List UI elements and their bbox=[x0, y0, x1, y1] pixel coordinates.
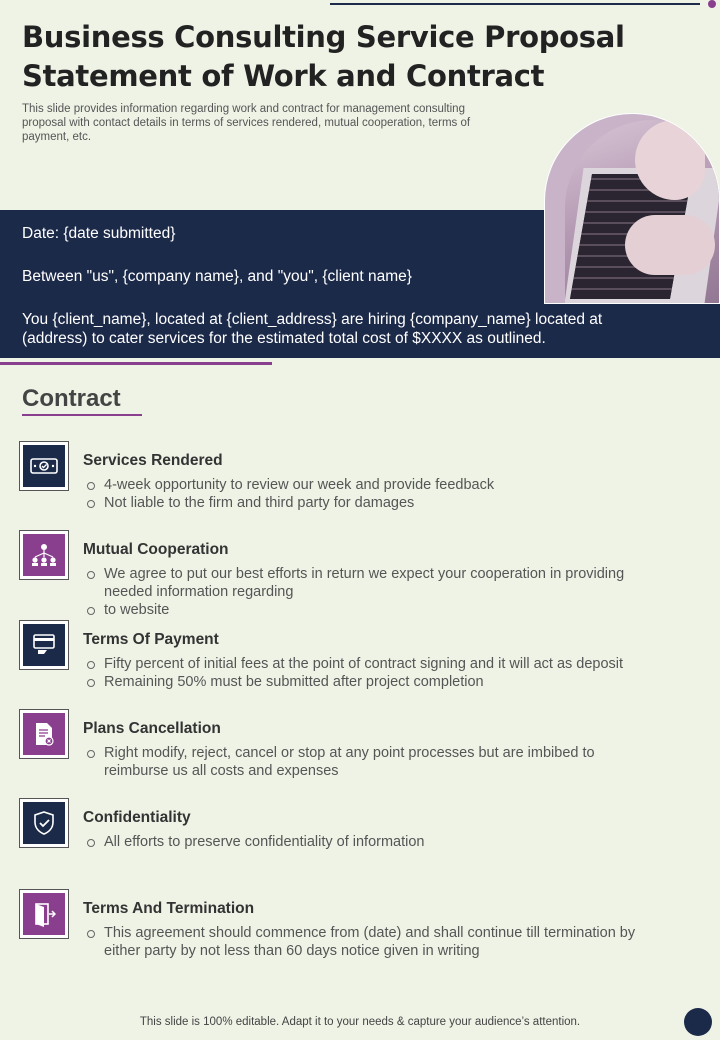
exit-door-icon bbox=[23, 893, 65, 935]
item-bullets bbox=[87, 924, 657, 960]
item-bullets bbox=[87, 833, 657, 851]
bullet: All efforts to preserve confidentiality of information bbox=[87, 833, 657, 851]
footer-note: This slide is 100% editable. Adapt it to your needs & capture your audience’s attention. bbox=[139, 1016, 581, 1028]
title-line-1: Business Consulting Service Proposal bbox=[22, 20, 625, 54]
item-title: Services Rendered bbox=[83, 452, 223, 469]
page-subtitle: This slide provides information regarding work and contract for management consulting proposal with contact details in terms of services rendered, mutual cooperation, terms of payment, etc. bbox=[22, 103, 471, 143]
bullet: Remaining 50% must be submitted after project completion bbox=[87, 673, 657, 691]
contract-underline bbox=[22, 414, 142, 416]
item-bullets bbox=[87, 744, 657, 780]
between-line: Between "us", {company name}, and "you", {client name} bbox=[22, 268, 412, 285]
footer-decor-dot bbox=[684, 1008, 712, 1036]
item-title: Mutual Cooperation bbox=[83, 541, 229, 558]
document-cancel-icon bbox=[23, 713, 65, 755]
hiring-line-1: You {client_name}, located at {client_address} are hiring {company_name} located at bbox=[22, 311, 603, 328]
item-title: Confidentiality bbox=[83, 809, 191, 826]
bullet: This agreement should commence from (date) and shall continue till termination by either party by not less than 60 days notice given in writing bbox=[87, 924, 657, 960]
item-title: Plans Cancellation bbox=[83, 720, 221, 737]
shield-check-icon bbox=[23, 802, 65, 844]
item-bullets bbox=[87, 565, 657, 619]
top-decor-dot bbox=[708, 0, 716, 8]
bullet: Not liable to the firm and third party for damages bbox=[87, 494, 657, 512]
bullet: to website bbox=[87, 601, 657, 619]
bullet: Right modify, reject, cancel or stop at any point processes but are imbibed to reimburse us all costs and expenses bbox=[87, 744, 657, 780]
item-bullets bbox=[87, 655, 657, 691]
title-line-2: Statement of Work and Contract bbox=[22, 59, 545, 93]
bullet: 4-week opportunity to review our week and provide feedback bbox=[87, 476, 657, 494]
item-title: Terms Of Payment bbox=[83, 631, 219, 648]
card-payment-icon bbox=[23, 624, 65, 666]
page-title bbox=[22, 18, 642, 96]
top-decor-line bbox=[330, 3, 700, 5]
money-check-icon bbox=[23, 445, 65, 487]
bullet: We agree to put our best efforts in return we expect your cooperation in providing needed information regarding bbox=[87, 565, 657, 601]
hiring-line-2: (address) to cater services for the estimated total cost of $XXXX as outlined. bbox=[22, 330, 546, 347]
network-people-icon bbox=[23, 534, 65, 576]
contract-heading: Contract bbox=[22, 385, 121, 412]
section-divider bbox=[0, 362, 272, 365]
item-bullets bbox=[87, 476, 657, 512]
bullet: Fifty percent of initial fees at the point of contract signing and it will act as deposit bbox=[87, 655, 657, 673]
laptop-photo bbox=[544, 113, 720, 304]
date-line: Date: {date submitted} bbox=[22, 225, 176, 242]
item-title: Terms And Termination bbox=[83, 900, 255, 917]
